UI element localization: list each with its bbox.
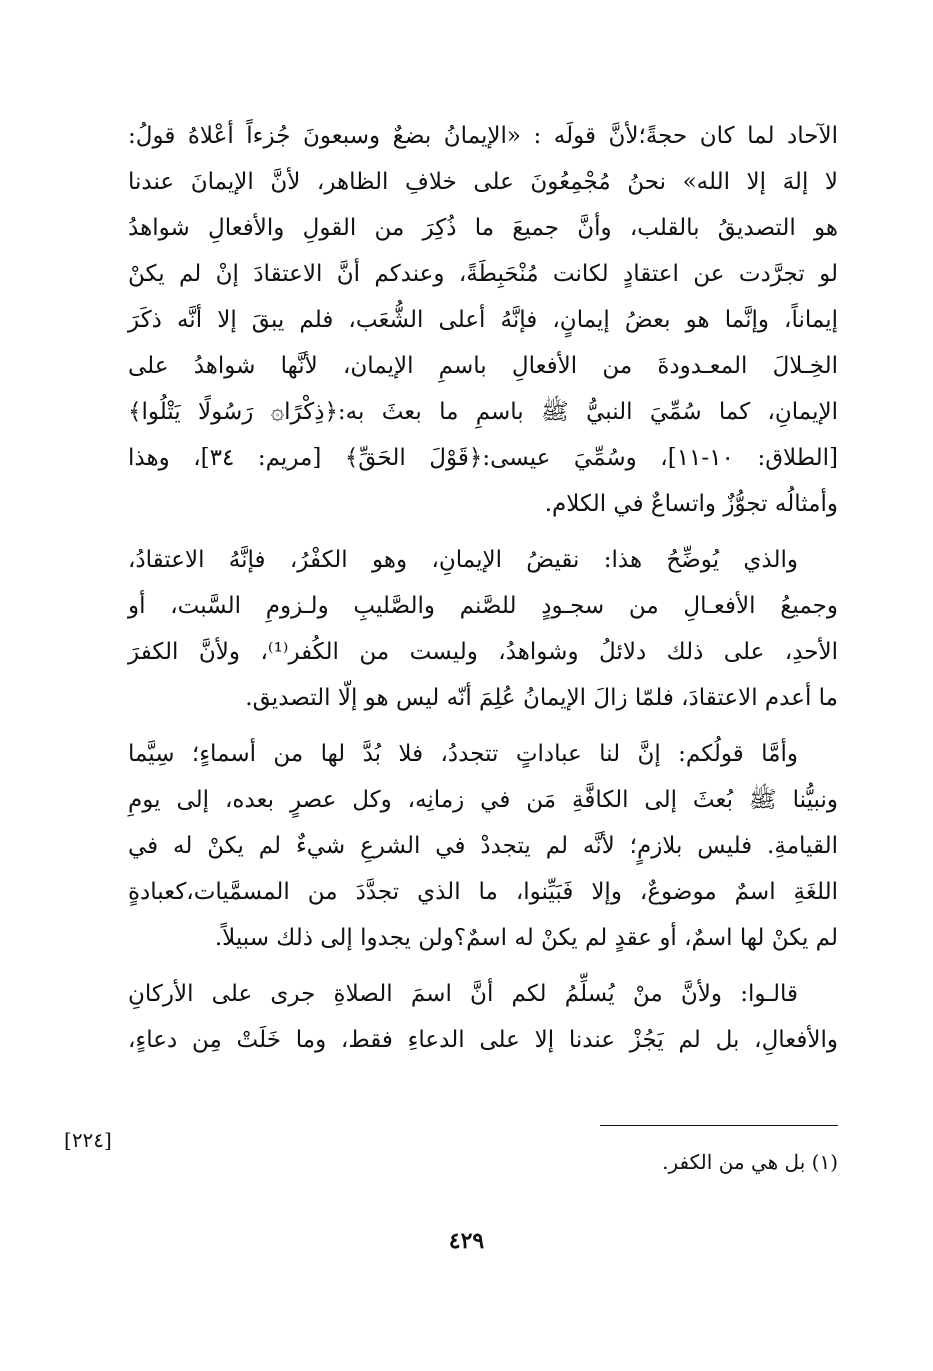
text-line: والأفعالِ، بل لم يَجُزْ عندنا إلا على الدعاءِ فقط، وما خَلَتْ مِن دعاءٍ،: [128, 1027, 838, 1053]
text-line: ما أعدم الاعتقادَ، فلمّا زالَ الإيمانُ عُلِمَ أنّه ليس هو إلّا التصديق.: [245, 685, 838, 711]
footnote: (١) بل هي من الكفر.: [662, 1150, 838, 1174]
text-line: الخِـلالَ المعـدودةَ من الأفعالِ باسمِ الإيمان، لأنَّها شواهدُ على: [128, 353, 838, 379]
text-line: هو التصديقُ بالقلب، وأنَّ جميعَ ما ذُكِرَ من القولِ والأفعالِ شواهدُ: [128, 215, 838, 241]
page-number: ٤٢٩: [448, 1228, 485, 1254]
text-line: وأمثالُه تجوُّزٌ واتساعٌ في الكلام.: [544, 491, 838, 517]
text-line: الإيمانِ، كما سُمِّيَ النبيُّ ﷺ باسمِ ما بعثَ به:﴿ذِكْرًا۞ رَسُولًا يَتْلُوا﴾: [128, 399, 838, 425]
text-line: القيامةِ. فليس بلازمٍ؛ لأنَّه لم يتجددْ في الشرعِ شيءٌ لم يكنْ له في: [128, 833, 838, 859]
paragraph: [128, 537, 838, 721]
paragraph: [128, 731, 838, 961]
text-line: والذي يُوضِّحُ هذا: نقيضُ الإيمانِ، وهو الكفْرُ، فإنَّهُ الاعتقادُ،: [128, 547, 798, 573]
text-line: [الطلاق: ١٠-١١]، وسُمِّيَ عيسى:﴿قَوْلَ الحَقِّ﴾ [مريم: ٣٤]، وهذا: [128, 445, 838, 471]
text-line: الأحدِ، على ذلك دلائلُ وشواهدُ، وليست من الكُفر⁽¹⁾، ولأنَّ الكفرَ: [128, 639, 838, 665]
text-line: ونبيُّنا ﷺ بُعثَ إلى الكافَّةِ مَن في زمانِه، وكل عصرٍ بعده، إلى يومِ: [128, 787, 838, 813]
main-text: [128, 113, 838, 1063]
paragraph: [128, 113, 838, 527]
text-line: اللغَةِ اسمٌ موضوعٌ، وإلا فَبَيِّنوا، ما الذي تجدَّدَ من المسمَّيات،كعبادةٍ: [128, 879, 838, 905]
paragraph: [128, 971, 838, 1063]
text-line: وأمَّا قولُكم: إنَّ لنا عباداتٍ تتجددُ، فلا بُدَّ لها من أسماءٍ؛ سِيَّما: [128, 741, 798, 767]
text-line: إيماناً، وإنَّما هو بعضُ إيمانٍ، فإنَّهُ أعلى الشُّعَب، فلم يبقَ إلا أنَّه ذكَرَ: [128, 307, 838, 333]
text-line: لا إلهَ إلا الله» نحنُ مُجْمِعُونَ على خلافِ الظاهر، لأنَّ الإيمانَ عندنا: [128, 169, 838, 195]
text-line: لم يكنْ لها اسمٌ، أو عقدٍ لم يكنْ له اسمٌ؟ولن يجدوا إلى ذلك سبيلاً.: [214, 925, 838, 951]
text-line: الآحاد لما كان حجةً؛لأنَّ قولَه : «الإيمانُ بضعٌ وسبعونَ جُزءاً أعْلاهُ قولُ:: [128, 123, 838, 149]
text-line: قالـوا: ولأنَّ منْ يُسلِّمُ لكم أنَّ اسمَ الصلاةِ جرى على الأركانِ: [128, 981, 798, 1007]
footnote-divider: [600, 1125, 838, 1126]
margin-reference: [٢٢٤]: [64, 1128, 112, 1152]
text-line: لو تجرَّدت عن اعتقادٍ لكانت مُنْحَبِطَةً، وعندكم أنَّ الاعتقادَ إنْ لم يكنْ: [128, 261, 838, 287]
text-line: وجميعُ الأفعـالِ من سجـودٍ للصَّنم والصَّليبِ ولـزومِ السَّبت، أو: [128, 593, 838, 619]
